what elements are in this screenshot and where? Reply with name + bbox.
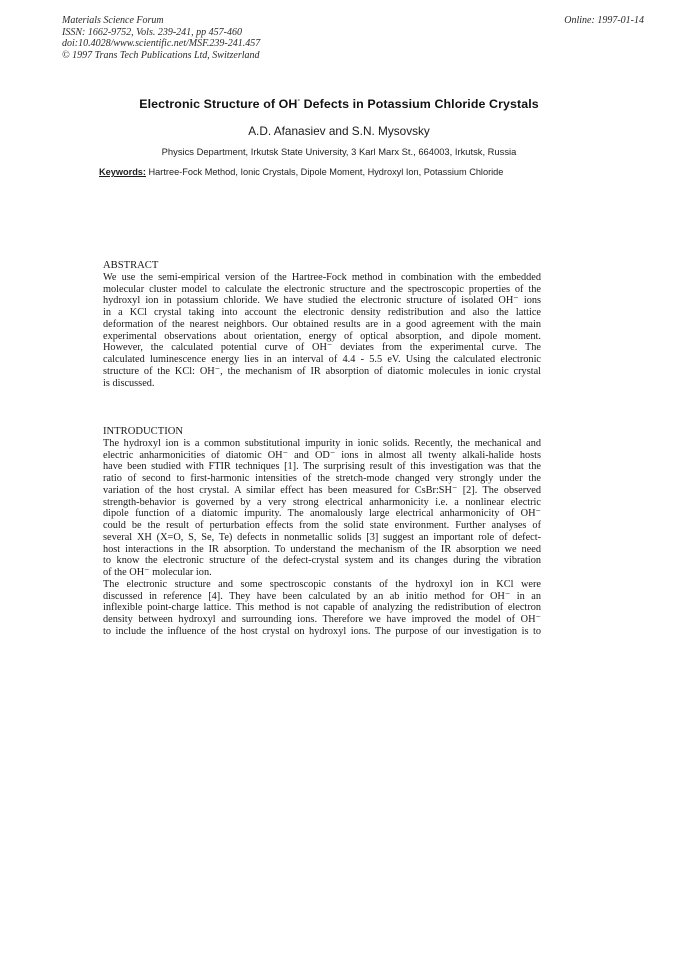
doi-link[interactable]: doi:10.4028/www.scientific.net/MSF.239-241.457 — [62, 38, 261, 50]
keywords-label: Keywords: — [99, 167, 146, 177]
intro-line: The electronic structure and some spectroscopic constants of the hydroxyl ion in KCl were — [103, 578, 541, 590]
intro-line: could be the result of perturbation effects from the solid state environment. Further analyses of — [103, 520, 541, 531]
affiliation: Physics Department, Irkutsk State University, 3 Karl Marx St., 664003, Irkutsk, Russia — [161, 146, 517, 157]
authors: A.D. Afanasiev and S.N. Mysovsky — [248, 124, 430, 138]
keywords-text: Hartree-Fock Method, Ionic Crystals, Dipole Moment, Hydroxyl Ion, Potassium Chloride — [145, 167, 504, 177]
abstract-line: hydroxyl ion in potassium chloride. We have studied the electronic structure of isolated OH⁻ ions — [103, 295, 541, 307]
abstract-line: deformation of the nearest neighbors. Our obtained results are in a good agreement with the main — [103, 318, 541, 330]
abstract-line: We use the semi-empirical version of the Hartree-Fock method in combination with the embedded — [103, 271, 541, 283]
abstract-line: in a KCl crystal taking into account the electronic density redistribution and also the lattice — [103, 307, 541, 318]
intro-line: host interactions in the IR absorption. To understand the mechanism of the IR absorption we need — [103, 543, 541, 555]
abstract-heading: ABSTRACT — [103, 260, 159, 271]
journal-name: Materials Science Forum — [62, 15, 164, 26]
abstract-line: calculated luminescence energy lies in an interval of 4.4 - 5.5 eV. Using the calculated electronic — [103, 354, 541, 365]
abstract-body — [103, 272, 541, 390]
introduction-section — [103, 426, 541, 638]
issn-line: ISSN: 1662-9752, Vols. 239-241, pp 457-460 — [62, 26, 242, 38]
title-part-1: Electronic Structure of OH — [139, 97, 298, 112]
introduction-heading: INTRODUCTION — [103, 426, 184, 437]
intro-line: density between hydroxyl and surrounding ions. Therefore we have improved the model of OH⁻ — [103, 614, 541, 625]
abstract-line: However, the calculated potential curve of OH⁻ deviates from the experimental curve. The — [103, 342, 541, 354]
abstract-section — [103, 260, 541, 389]
title-superscript: - — [297, 95, 301, 104]
intro-line: dipole function of a diatomic impurity. The anomalously large electrical anharmonicity of OH⁻ — [103, 508, 541, 520]
intro-line: discussed in reference [4]. They have been calculated by an ab initio method for OH⁻ in an — [103, 590, 541, 602]
abstract-line: structure of the KCl: OH⁻, the mechanism of IR absorption of diatomic molecules in ionic crystal — [103, 365, 541, 377]
intro-line: variation of the host crystal. A similar effect has been measured for CsBr:SH⁻ [2]. The observed — [103, 484, 541, 496]
intro-line: electric anharmonicities of diatomic OH⁻ and OD⁻ ions in almost all twenty alkali-halide hosts — [103, 449, 541, 461]
abstract-line: experimental observations about orientation, energy of optical absorption, and dipole moment. — [103, 330, 541, 342]
keywords — [99, 167, 545, 178]
title-part-2: Defects in Potassium Chloride Crystals — [300, 97, 539, 112]
intro-line: ratio of second to first-harmonic intensities of the stretch-mode changed very strongly under the — [103, 473, 541, 484]
online-date: Online: 1997-01-14 — [564, 15, 644, 26]
intro-line: The hydroxyl ion is a common substitutional impurity in ionic solids. Recently, the mechanical and — [103, 437, 541, 449]
introduction-body — [103, 438, 541, 638]
paper-title — [0, 96, 678, 111]
abstract-line: molecular cluster model to calculate the electronic structure and the spectroscopic properties of the — [103, 283, 541, 295]
intro-line: have been studied with FTIR techniques [1]. The surprising result of this investigation was that the — [103, 461, 541, 473]
intro-line: to know the electronic structure of the defect-crystal system and its changes during the vibration — [103, 555, 541, 567]
abstract-line: is discussed. — [103, 377, 155, 389]
intro-line: several XH (X=O, S, Se, Te) defects in nonmetallic solids [3] suggest an important role of defect- — [103, 531, 541, 543]
intro-line: of the OH⁻ molecular ion. — [103, 567, 212, 578]
copyright-line: © 1997 Trans Tech Publications Ltd, Switzerland — [62, 49, 260, 61]
intro-line: to include the influence of the host crystal on hydroxyl ions. The purpose of our investigation is to — [103, 625, 541, 637]
intro-line: inflexible point-charge lattice. This method is not capable of analyzing the redistribution of electron — [103, 602, 541, 614]
journal-header — [62, 15, 422, 61]
intro-line: strength-behavior is governed by a very strong electrical anharmonicity i.e. a nonlinear electric — [103, 496, 541, 508]
